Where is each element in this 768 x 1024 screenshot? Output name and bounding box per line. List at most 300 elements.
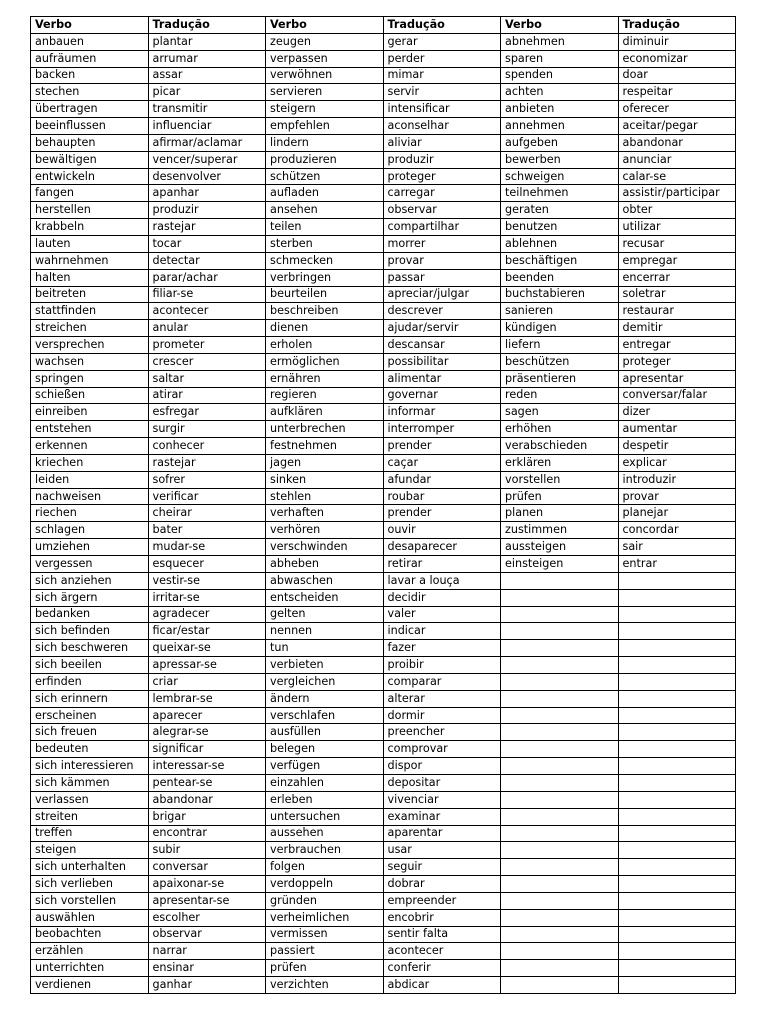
verb-cell: stehlen [266, 488, 384, 505]
verb-cell: sterben [266, 235, 384, 252]
translation-cell: indicar [383, 623, 501, 640]
translation-cell: observar [383, 202, 501, 219]
verb-cell: bedeuten [31, 741, 149, 758]
translation-cell: comprovar [383, 741, 501, 758]
verb-cell: sparen [501, 50, 619, 67]
translation-cell: criar [148, 673, 266, 690]
table-row [31, 33, 736, 50]
translation-cell: influenciar [148, 118, 266, 135]
translation-cell: roubar [383, 488, 501, 505]
translation-cell: queixar-se [148, 640, 266, 657]
verb-cell: verlassen [31, 791, 149, 808]
verb-cell: sich interessieren [31, 758, 149, 775]
translation-cell: prender [383, 438, 501, 455]
verb-cell [501, 960, 619, 977]
translation-cell: apanhar [148, 185, 266, 202]
translation-cell: abdicar [383, 977, 501, 994]
table-row [31, 84, 736, 101]
translation-cell: assistir/participar [618, 185, 736, 202]
verb-cell [501, 876, 619, 893]
verb-cell: versprechen [31, 337, 149, 354]
translation-cell: compartilhar [383, 219, 501, 236]
translation-cell: observar [148, 926, 266, 943]
verb-cell: vergleichen [266, 673, 384, 690]
verb-cell: verbieten [266, 657, 384, 674]
table-row [31, 791, 736, 808]
verb-cell: halten [31, 269, 149, 286]
translation-cell: oferecer [618, 101, 736, 118]
translation-cell: proteger [618, 353, 736, 370]
verb-cell: steigern [266, 101, 384, 118]
verb-cell: kündigen [501, 320, 619, 337]
translation-cell: aceitar/pegar [618, 118, 736, 135]
verb-cell [501, 741, 619, 758]
table-row [31, 438, 736, 455]
translation-cell: transmitir [148, 101, 266, 118]
table-row [31, 320, 736, 337]
verb-cell: abheben [266, 556, 384, 573]
verb-cell: schmecken [266, 252, 384, 269]
translation-cell [618, 673, 736, 690]
translation-cell: ficar/estar [148, 623, 266, 640]
verb-cell: aussehen [266, 825, 384, 842]
translation-cell: apaixonar-se [148, 876, 266, 893]
verb-cell: ausfüllen [266, 724, 384, 741]
translation-cell: utilizar [618, 219, 736, 236]
verb-cell: aufladen [266, 185, 384, 202]
table-row [31, 118, 736, 135]
verb-cell: nennen [266, 623, 384, 640]
verb-translation-table [30, 16, 736, 994]
verb-cell: wahrnehmen [31, 252, 149, 269]
translation-cell: abandonar [618, 134, 736, 151]
table-row [31, 808, 736, 825]
verb-cell: sich beeilen [31, 657, 149, 674]
translation-cell [618, 657, 736, 674]
translation-cell: sair [618, 539, 736, 556]
translation-cell: concordar [618, 522, 736, 539]
translation-cell: plantar [148, 33, 266, 50]
table-row [31, 185, 736, 202]
translation-cell: conversar/falar [618, 387, 736, 404]
translation-cell: afundar [383, 471, 501, 488]
translation-cell: ajudar/servir [383, 320, 501, 337]
verb-cell: entstehen [31, 421, 149, 438]
verb-cell: ernähren [266, 370, 384, 387]
translation-cell: diminuir [618, 33, 736, 50]
verb-cell: verbrauchen [266, 842, 384, 859]
translation-cell [618, 724, 736, 741]
translation-cell: crescer [148, 353, 266, 370]
translation-cell: lavar a louça [383, 572, 501, 589]
verb-cell: sich ärgern [31, 589, 149, 606]
translation-cell [618, 774, 736, 791]
verb-cell: springen [31, 370, 149, 387]
verb-cell: regieren [266, 387, 384, 404]
verb-cell: wachsen [31, 353, 149, 370]
verb-cell: verfügen [266, 758, 384, 775]
verb-cell: nachweisen [31, 488, 149, 505]
translation-cell: empreender [383, 892, 501, 909]
translation-cell: brigar [148, 808, 266, 825]
translation-cell [618, 943, 736, 960]
verb-cell: umziehen [31, 539, 149, 556]
verb-cell: verbringen [266, 269, 384, 286]
translation-cell: descrever [383, 303, 501, 320]
verb-cell: bedanken [31, 606, 149, 623]
translation-cell: empregar [618, 252, 736, 269]
table-row [31, 825, 736, 842]
translation-cell: dizer [618, 404, 736, 421]
table-body [31, 33, 736, 993]
translation-cell: morrer [383, 235, 501, 252]
translation-cell: ouvir [383, 522, 501, 539]
translation-cell: interromper [383, 421, 501, 438]
verb-cell: unterrichten [31, 960, 149, 977]
verb-cell: aufräumen [31, 50, 149, 67]
table-row [31, 606, 736, 623]
translation-cell: verificar [148, 488, 266, 505]
translation-cell [618, 606, 736, 623]
verb-cell: krabbeln [31, 219, 149, 236]
translation-cell [618, 926, 736, 943]
verb-cell: herstellen [31, 202, 149, 219]
column-header-verbo: Verbo [266, 17, 384, 34]
verb-cell: sagen [501, 404, 619, 421]
translation-cell: passar [383, 269, 501, 286]
verb-cell: sich anziehen [31, 572, 149, 589]
header-row [31, 17, 736, 34]
verb-cell: erzählen [31, 943, 149, 960]
verb-cell: festnehmen [266, 438, 384, 455]
table-row [31, 690, 736, 707]
verb-cell: teilen [266, 219, 384, 236]
verb-cell: verzichten [266, 977, 384, 994]
translation-cell: despetir [618, 438, 736, 455]
translation-cell: filiar-se [148, 286, 266, 303]
translation-cell: apreciar/julgar [383, 286, 501, 303]
verb-cell: geraten [501, 202, 619, 219]
translation-cell: vivenciar [383, 791, 501, 808]
column-header-verbo: Verbo [31, 17, 149, 34]
translation-cell: rastejar [148, 219, 266, 236]
table-row [31, 286, 736, 303]
translation-cell: intensificar [383, 101, 501, 118]
verb-cell: sich unterhalten [31, 859, 149, 876]
verb-cell [501, 892, 619, 909]
verb-cell [501, 690, 619, 707]
verb-cell: erscheinen [31, 707, 149, 724]
translation-cell: dormir [383, 707, 501, 724]
table-row [31, 353, 736, 370]
verb-cell [501, 943, 619, 960]
verb-cell: produzieren [266, 151, 384, 168]
translation-cell: demitir [618, 320, 736, 337]
verb-cell: stechen [31, 84, 149, 101]
verb-cell: verdoppeln [266, 876, 384, 893]
translation-cell: subir [148, 842, 266, 859]
verb-cell [501, 859, 619, 876]
verb-cell: stattfinden [31, 303, 149, 320]
translation-cell: surgir [148, 421, 266, 438]
verb-cell: folgen [266, 859, 384, 876]
verb-cell: erklären [501, 454, 619, 471]
translation-cell: parar/achar [148, 269, 266, 286]
translation-cell: proibir [383, 657, 501, 674]
table-row [31, 134, 736, 151]
verb-cell: sanieren [501, 303, 619, 320]
verb-cell: servieren [266, 84, 384, 101]
translation-cell [618, 808, 736, 825]
translation-cell: retirar [383, 556, 501, 573]
verb-cell: einsteigen [501, 556, 619, 573]
translation-cell: servir [383, 84, 501, 101]
table-row [31, 640, 736, 657]
translation-cell: anular [148, 320, 266, 337]
translation-cell: alterar [383, 690, 501, 707]
translation-cell: assar [148, 67, 266, 84]
translation-cell [618, 909, 736, 926]
translation-cell: recusar [618, 235, 736, 252]
translation-cell: abandonar [148, 791, 266, 808]
verb-cell: fangen [31, 185, 149, 202]
translation-cell: significar [148, 741, 266, 758]
verb-cell [501, 808, 619, 825]
translation-cell: conhecer [148, 438, 266, 455]
translation-cell: detectar [148, 252, 266, 269]
verb-cell: spenden [501, 67, 619, 84]
verb-cell [501, 909, 619, 926]
table-row [31, 303, 736, 320]
translation-cell: afirmar/aclamar [148, 134, 266, 151]
translation-cell: caçar [383, 454, 501, 471]
table-row [31, 101, 736, 118]
translation-cell: pentear-se [148, 774, 266, 791]
table-row [31, 269, 736, 286]
translation-cell: aparecer [148, 707, 266, 724]
table-row [31, 337, 736, 354]
verb-cell: planen [501, 505, 619, 522]
verb-cell: schlagen [31, 522, 149, 539]
verb-cell: streiten [31, 808, 149, 825]
table-row [31, 370, 736, 387]
translation-cell: gerar [383, 33, 501, 50]
translation-cell: bater [148, 522, 266, 539]
table-row [31, 589, 736, 606]
translation-cell: lembrar-se [148, 690, 266, 707]
translation-cell [618, 825, 736, 842]
verb-cell: sinken [266, 471, 384, 488]
verb-cell: schützen [266, 168, 384, 185]
verb-cell: reden [501, 387, 619, 404]
verb-cell: zustimmen [501, 522, 619, 539]
table-row [31, 657, 736, 674]
verb-cell: jagen [266, 454, 384, 471]
verb-cell: verwöhnen [266, 67, 384, 84]
verb-cell: tun [266, 640, 384, 657]
translation-cell [618, 842, 736, 859]
verb-cell: einzahlen [266, 774, 384, 791]
verb-cell: anbauen [31, 33, 149, 50]
verb-cell [501, 842, 619, 859]
translation-cell: calar-se [618, 168, 736, 185]
table-row [31, 168, 736, 185]
verb-cell: achten [501, 84, 619, 101]
translation-cell: possibilitar [383, 353, 501, 370]
verb-cell: verschlafen [266, 707, 384, 724]
verb-cell: vorstellen [501, 471, 619, 488]
table-row [31, 488, 736, 505]
table-row [31, 471, 736, 488]
table-row [31, 522, 736, 539]
verb-cell: beeinflussen [31, 118, 149, 135]
verb-cell [501, 673, 619, 690]
verb-cell: sich vorstellen [31, 892, 149, 909]
translation-cell [618, 741, 736, 758]
verb-cell: anbieten [501, 101, 619, 118]
verb-cell: unterbrechen [266, 421, 384, 438]
translation-cell: restaurar [618, 303, 736, 320]
verb-cell: steigen [31, 842, 149, 859]
translation-cell: cheirar [148, 505, 266, 522]
table-row [31, 892, 736, 909]
translation-cell: proteger [383, 168, 501, 185]
translation-cell [618, 640, 736, 657]
table-row [31, 556, 736, 573]
verb-cell: prüfen [266, 960, 384, 977]
translation-cell: decidir [383, 589, 501, 606]
verb-cell [501, 623, 619, 640]
translation-cell: usar [383, 842, 501, 859]
verb-cell: buchstabieren [501, 286, 619, 303]
verb-cell: zeugen [266, 33, 384, 50]
translation-cell: ganhar [148, 977, 266, 994]
table-row [31, 926, 736, 943]
verb-cell: beschützen [501, 353, 619, 370]
translation-cell: provar [383, 252, 501, 269]
verb-cell: erleben [266, 791, 384, 808]
translation-cell: alegrar-se [148, 724, 266, 741]
verb-cell: behaupten [31, 134, 149, 151]
verb-cell: vergessen [31, 556, 149, 573]
verb-cell: bewerben [501, 151, 619, 168]
table-row [31, 741, 736, 758]
table-row [31, 235, 736, 252]
verb-cell: bewältigen [31, 151, 149, 168]
verb-cell: annehmen [501, 118, 619, 135]
verb-cell: sich verlieben [31, 876, 149, 893]
table-row [31, 404, 736, 421]
translation-cell: acontecer [148, 303, 266, 320]
verb-cell: verschwinden [266, 539, 384, 556]
translation-cell: interessar-se [148, 758, 266, 775]
translation-cell: sofrer [148, 471, 266, 488]
translation-cell [618, 572, 736, 589]
verb-cell: schießen [31, 387, 149, 404]
translation-cell: depositar [383, 774, 501, 791]
table-row [31, 859, 736, 876]
translation-cell: introduzir [618, 471, 736, 488]
translation-cell [618, 623, 736, 640]
translation-cell: perder [383, 50, 501, 67]
table-row [31, 252, 736, 269]
translation-cell: produzir [148, 202, 266, 219]
translation-cell: ensinar [148, 960, 266, 977]
translation-cell: obter [618, 202, 736, 219]
verb-cell [501, 640, 619, 657]
verb-cell: entwickeln [31, 168, 149, 185]
verb-cell: lauten [31, 235, 149, 252]
translation-cell: descansar [383, 337, 501, 354]
table-row [31, 909, 736, 926]
verb-cell: aufklären [266, 404, 384, 421]
translation-cell: produzir [383, 151, 501, 168]
translation-cell: apressar-se [148, 657, 266, 674]
verb-cell: ablehnen [501, 235, 619, 252]
translation-cell: seguir [383, 859, 501, 876]
translation-cell: conversar [148, 859, 266, 876]
translation-cell [618, 791, 736, 808]
verb-cell: präsentieren [501, 370, 619, 387]
translation-cell [618, 589, 736, 606]
translation-cell [618, 977, 736, 994]
verb-cell [501, 977, 619, 994]
translation-cell: mimar [383, 67, 501, 84]
translation-cell: arrumar [148, 50, 266, 67]
translation-cell [618, 758, 736, 775]
translation-cell: doar [618, 67, 736, 84]
verb-cell: beitreten [31, 286, 149, 303]
translation-cell: entregar [618, 337, 736, 354]
verb-cell: verhören [266, 522, 384, 539]
verb-cell: kriechen [31, 454, 149, 471]
translation-cell: anunciar [618, 151, 736, 168]
translation-cell: sentir falta [383, 926, 501, 943]
translation-cell: aumentar [618, 421, 736, 438]
translation-cell: aliviar [383, 134, 501, 151]
verb-cell: verdienen [31, 977, 149, 994]
verb-cell: sich beschweren [31, 640, 149, 657]
verb-cell: dienen [266, 320, 384, 337]
verb-cell: leiden [31, 471, 149, 488]
table-row [31, 673, 736, 690]
translation-cell: desenvolver [148, 168, 266, 185]
verb-cell: auswählen [31, 909, 149, 926]
verb-cell: verheimlichen [266, 909, 384, 926]
column-header-traducao: Tradução [618, 17, 736, 34]
translation-cell: irritar-se [148, 589, 266, 606]
translation-cell: dispor [383, 758, 501, 775]
verb-cell: verabschieden [501, 438, 619, 455]
column-header-traducao: Tradução [383, 17, 501, 34]
translation-cell: picar [148, 84, 266, 101]
translation-cell [618, 859, 736, 876]
translation-cell: encontrar [148, 825, 266, 842]
translation-cell [618, 892, 736, 909]
verb-cell: schweigen [501, 168, 619, 185]
verb-cell [501, 724, 619, 741]
translation-cell: encerrar [618, 269, 736, 286]
verb-cell: beurteilen [266, 286, 384, 303]
verb-cell [501, 774, 619, 791]
verb-cell: erfinden [31, 673, 149, 690]
table-row [31, 387, 736, 404]
verb-cell: abnehmen [501, 33, 619, 50]
translation-cell [618, 876, 736, 893]
column-header-traducao: Tradução [148, 17, 266, 34]
table-row [31, 707, 736, 724]
translation-cell: entrar [618, 556, 736, 573]
